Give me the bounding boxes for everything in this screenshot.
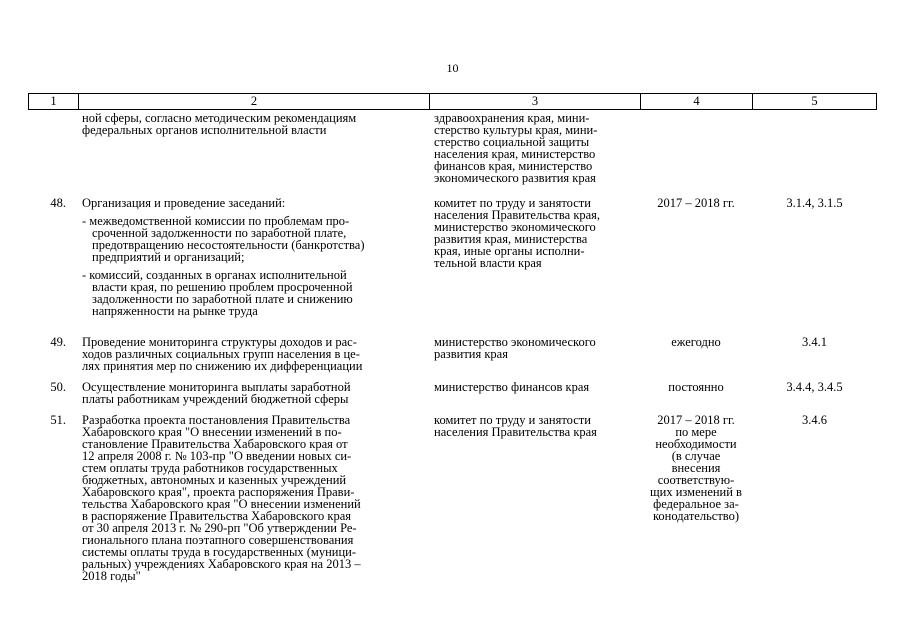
- header-col-2: 2: [79, 94, 430, 109]
- row-50-ref: 3.4.4, 3.4.5: [786, 380, 843, 394]
- page-number: 10: [446, 61, 459, 75]
- row-49-number: 49.: [50, 335, 66, 349]
- header-col-3: 3: [430, 94, 641, 109]
- continuation-activity: ной сферы, согласно методическим рекомендациям федеральных органов исполнительной власти: [82, 111, 357, 137]
- row-49-activity: Проведение мониторинга структуры доходов и рас- ходов различных социальных групп населения в це- лях принятия мер по снижению их дифференциации: [82, 335, 363, 373]
- row-48-activity: [82, 197, 427, 323]
- row-50-activity: Осуществление мониторинга выплаты заработной платы работникам учреждений бюджетной сферы: [82, 380, 351, 406]
- row-48-ref: 3.1.4, 3.1.5: [786, 196, 843, 210]
- row-48-activity-title: Организация и проведение заседаний:: [82, 196, 286, 210]
- row-51-executor: комитет по труду и занятости населения Правительства края: [434, 413, 597, 439]
- row-49-term: ежегодно: [671, 335, 721, 349]
- row-50-term: постоянно: [668, 380, 724, 394]
- header-col-4: 4: [641, 94, 753, 109]
- row-48-term: 2017 – 2018 гг.: [657, 196, 735, 210]
- row-48-executor: комитет по труду и занятости населения Правительства края, министерство экономического развития края, министерства края, иные органы исполни- тельной власти края: [434, 196, 601, 270]
- row-48-number: 48.: [50, 196, 66, 210]
- row-50-number: 50.: [50, 380, 66, 394]
- row-51-activity: Разработка проекта постановления Правительства Хабаровского края "О внесении изменений в по- становление Правительства Хабаровского края от 12 апреля 2008 г. № 103-пр "О введении новых си- стем оплаты труда работников государственных бюджетных, автономных и казенных учреждений Хабаровского края", проекта распоряжения Прави- тельства Хабаровского края "О внесении изменений в распоряжение Правительства Хабаровского края от 30 апреля 2013 г. № 290-рп "Об утверждении Ре- гионального плана поэтапного совершенствования системы оплаты труда в государственных (муници- pальных) учреждениях Хабаровского края на 2013 – 2018 годы": [82, 413, 361, 583]
- row-50-executor: министерство финансов края: [434, 380, 590, 394]
- continuation-executor: здравоохранения края, мини- стерство культуры края, мини- стерство социальной защиты населения края, министерство финансов края, министерство экономического развития края: [434, 111, 598, 185]
- row-48-activity-item-2: - комиссий, созданных в органах исполнительной власти края, по решению проблем просроченной задолженности по заработной плате и снижению напряженности на рынке труда: [82, 268, 353, 318]
- row-51-term: 2017 – 2018 гг. по мере необходимости (в случае внесения соответствую- щих изменений в федеральное за- конодательство): [650, 413, 742, 523]
- table-header-row: [28, 93, 877, 110]
- row-51-number: 51.: [50, 413, 66, 427]
- row-48-activity-item-1: - межведомственной комиссии по проблемам про- сроченной задолженности по заработной плате, предотвращению несостоятельности (банкротства) предприятий и организаций;: [82, 214, 365, 264]
- header-col-1: 1: [29, 94, 79, 109]
- header-col-5: 5: [811, 94, 818, 108]
- row-51-ref: 3.4.6: [802, 413, 827, 427]
- row-49-executor: министерство экономического развития края: [434, 335, 596, 361]
- row-49-ref: 3.4.1: [802, 335, 827, 349]
